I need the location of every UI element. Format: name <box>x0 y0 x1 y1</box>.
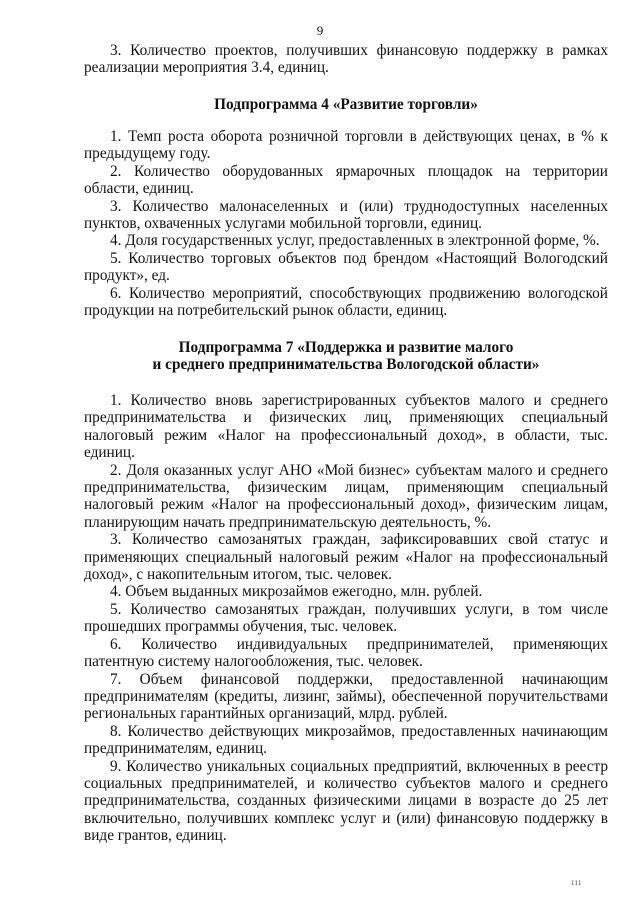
list-item: 6. Количество мероприятий, способствующих продвижению вологодской продукции на потребительский рынок области, единиц. <box>84 284 608 320</box>
list-item: 4. Доля государственных услуг, предоставленных в электронной форме, %. <box>110 232 600 250</box>
list-item: 5. Количество торговых объектов под брендом «Настоящий Вологодский продукт», ед. <box>84 249 608 285</box>
subprogram-4-list <box>84 128 608 319</box>
section-heading-line-2: и среднего предпринимательства Вологодской области» <box>152 356 540 374</box>
list-item: 2. Доля оказанных услуг АНО «Мой бизнес» субъектам малого и среднего предпринимательства, физическим лицам, применяющим специальный налоговый режим «Налог на профессиональный доход», физическим лицам, планирующим начать предпринимательскую деятельность, %. <box>84 461 608 531</box>
list-item: 3. Количество малонаселенных и (или) труднодоступных населенных пунктов, охваченных услугами мобильной торговли, единиц. <box>84 197 608 233</box>
subprogram-7-heading-block <box>84 339 608 374</box>
continuation-block <box>84 42 608 77</box>
list-item: 1. Количество вновь зарегистрированных субъектов малого и среднего предпринимательства и физических лиц, применяющих специальный налоговый режим «Налог на профессиональный доход», в области, тыс. единиц. <box>84 392 608 462</box>
section-heading-line-1: Подпрограмма 7 «Поддержка и развитие малого <box>178 339 514 356</box>
subprogram-4-heading-block <box>84 96 608 113</box>
list-item: 9. Количество уникальных социальных предприятий, включенных в реестр социальных предпринимателей, и количество субъектов малого и среднего предпринимательства, созданных физическими лицами в возрасте до 25 лет включительно, получивших комплекс услуг и (или) финансовую поддержку в виде грантов, единиц. <box>84 757 608 845</box>
list-item: 6. Количество индивидуальных предпринимателей, применяющих патентную систему налогообложения, тыс. человек. <box>84 635 608 671</box>
corner-mark: ııı <box>571 876 582 887</box>
list-item: 4. Объем выданных микрозаймов ежегодно, млн. рублей. <box>110 583 483 601</box>
list-item: 3. Количество проектов, получивших финансовую поддержку в рамках реализации мероприятия 3.4, единиц. <box>84 42 608 77</box>
list-item: 2. Количество оборудованных ярмарочных площадок на территории области, единиц. <box>84 162 608 198</box>
page-number: 9 <box>316 23 324 38</box>
list-item: 5. Количество самозанятых граждан, получивших услуги, в том числе прошедших программы обучения, тыс. человек. <box>84 600 608 636</box>
list-item: 3. Количество самозанятых граждан, зафиксировавших свой статус и применяющих специальный налоговый режим «Налог на профессиональный доход», с накопительным итогом, тыс. человек. <box>84 531 608 584</box>
list-item: 7. Объем финансовой поддержки, предоставленной начинающим предпринимателям (кредиты, лизинг, займы), обеспеченной поручительствами региональных гарантийных организаций, млрд. рублей. <box>84 670 608 723</box>
subprogram-7-list <box>84 392 608 845</box>
list-item: 1. Темп роста оборота розничной торговли в действующих ценах, в % к предыдущему году. <box>84 128 608 163</box>
list-item: 8. Количество действующих микрозаймов, предоставленных начинающим предпринимателям, единиц. <box>84 722 608 758</box>
section-heading: Подпрограмма 4 «Развитие торговли» <box>214 96 478 113</box>
